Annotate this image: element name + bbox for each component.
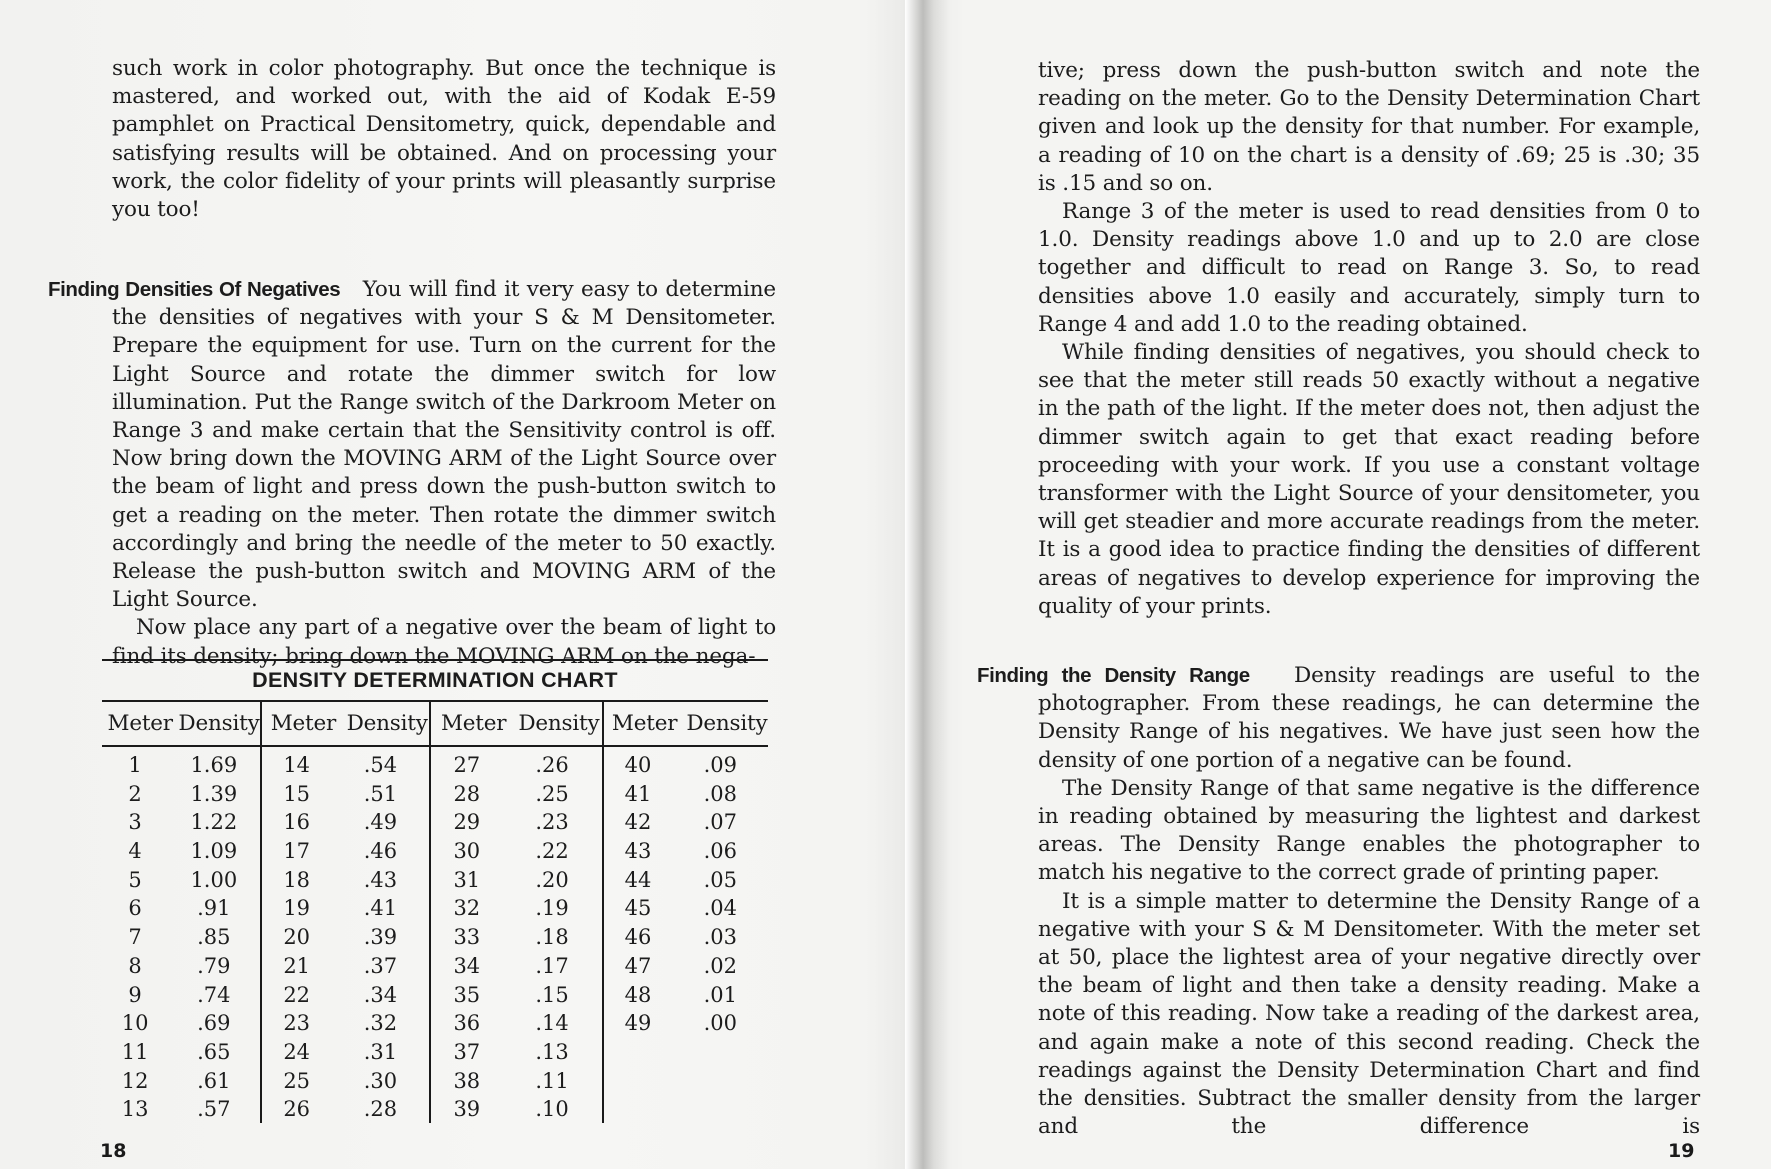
meter-value	[604, 1067, 673, 1096]
meter-value: 43	[624, 839, 652, 864]
table-row	[262, 981, 430, 1010]
density-value: .49	[363, 810, 398, 835]
meter-value: 37	[453, 1039, 481, 1064]
chart-column-header	[102, 702, 260, 745]
density-value: .31	[363, 1039, 398, 1064]
range-section-paragraph-3: It is a simple matter to determine the Density Range of a negative with your S & M Densitometer. With the meter set at 50, place the lightest area of your negative directly over the beam of light and then take a density reading. Make a note of this reading. Now take a reading of the darkest area, and again make a note of this second reading. Check the readings against the Density Determination Chart and find the densities. Subtract the smaller density from the larger and the difference is	[1038, 888, 1700, 1140]
meter-value: 16	[283, 810, 311, 835]
table-row	[262, 837, 430, 866]
density-value: .07	[703, 810, 737, 835]
density-value: .00	[703, 1011, 737, 1036]
header-density: Density	[518, 711, 600, 736]
table-row	[604, 751, 769, 780]
meter-value: 21	[283, 953, 311, 978]
table-row	[102, 1009, 260, 1038]
table-row	[431, 923, 601, 952]
table-row	[604, 981, 769, 1010]
density-value: .25	[535, 781, 569, 806]
density-value: .10	[535, 1097, 569, 1122]
meter-value: 4	[128, 839, 142, 864]
table-row	[102, 1095, 260, 1124]
meter-value: 25	[283, 1068, 311, 1093]
meter-value: 5	[128, 867, 142, 892]
table-row	[431, 952, 601, 981]
density-value: .51	[363, 781, 398, 806]
density-value: .09	[703, 753, 737, 777]
density-value: .79	[197, 953, 231, 978]
table-row	[431, 981, 601, 1010]
density-value: .69	[197, 1011, 231, 1036]
density-value: 1.69	[190, 753, 238, 777]
density-value: .22	[535, 839, 569, 864]
table-row	[431, 866, 601, 895]
table-row	[262, 1009, 430, 1038]
meter-value: 9	[128, 982, 142, 1007]
table-row	[102, 1067, 260, 1096]
density-value: .61	[197, 1068, 231, 1093]
table-row	[604, 1009, 769, 1038]
table-row	[262, 1038, 430, 1067]
density-value: .41	[363, 896, 398, 921]
meter-value	[604, 1095, 673, 1124]
density-value	[673, 1095, 768, 1124]
meter-value: 24	[283, 1039, 311, 1064]
table-row	[431, 780, 601, 809]
density-value: .30	[363, 1068, 398, 1093]
table-row	[102, 780, 260, 809]
table-row	[262, 808, 430, 837]
density-value: .91	[197, 896, 231, 921]
density-value: .28	[363, 1097, 398, 1122]
header-meter: Meter	[107, 711, 173, 736]
density-value: 1.09	[190, 839, 238, 864]
table-row	[102, 1038, 260, 1067]
meter-value: 40	[624, 753, 652, 777]
meter-value: 46	[624, 925, 652, 950]
table-row	[262, 866, 430, 895]
chart-column-body	[431, 747, 601, 1123]
density-value: .37	[363, 953, 398, 978]
density-value: .06	[703, 839, 737, 864]
meter-value: 39	[453, 1097, 481, 1122]
table-row	[102, 808, 260, 837]
chart-column-header	[262, 702, 430, 745]
continuation-paragraph: tive; press down the push-button switch and note the reading on the meter. Go to the Density Determination Chart given and look up the density for that number. For example, a reading of 10 on the chart is a density of .69; 25 is .30; 35 is .15 and so on.	[1038, 58, 1700, 196]
meter-value: 32	[453, 896, 481, 921]
header-density: Density	[178, 711, 260, 736]
table-row	[431, 1009, 601, 1038]
meter-value: 29	[453, 810, 481, 835]
meter-value: 8	[128, 953, 142, 978]
density-value: .08	[703, 781, 737, 806]
table-row	[102, 952, 260, 981]
density-value: .03	[703, 925, 737, 950]
meter-value: 45	[624, 896, 652, 921]
meter-value: 6	[128, 896, 142, 921]
section-finding-densities	[48, 276, 776, 671]
density-value: .18	[535, 925, 569, 950]
meter-value: 35	[453, 982, 481, 1007]
density-value: .39	[363, 925, 398, 950]
meter-value: 12	[121, 1068, 149, 1093]
table-row	[431, 751, 601, 780]
table-row	[102, 837, 260, 866]
table-row	[604, 923, 769, 952]
density-value: .04	[703, 896, 737, 921]
meter-value: 7	[128, 925, 142, 950]
range-section-heading: Finding the Density Range	[977, 664, 1250, 687]
meter-value: 34	[453, 953, 481, 978]
table-row	[262, 751, 430, 780]
range-section-paragraph-2: The Density Range of that same negative is the difference in reading obtained by measuring the lightest and darkest areas. The Density Range enables the photographer to match his negative to the correct grade of printing paper.	[1038, 775, 1700, 886]
table-row	[604, 952, 769, 981]
density-value	[673, 1038, 768, 1067]
table-row	[102, 981, 260, 1010]
table-row	[262, 923, 430, 952]
density-value: .14	[535, 1011, 569, 1036]
meter-value: 18	[283, 867, 311, 892]
table-row	[431, 808, 601, 837]
density-value: .13	[535, 1039, 569, 1064]
density-value: .01	[703, 982, 737, 1007]
meter-value: 49	[624, 1011, 652, 1036]
section-text: You will find it very easy to determine the densities of negatives with your S & M Densitometer. Prepare the equipment for use. Turn on the current for the Light Source and rotate the dimmer switch for low illumination. Put the Range switch of the Darkroom Meter on Range 3 and make certain that the Sensitivity control is off. Now bring down the MOVING ARM of the Light Source over the beam of light and press down the push-button switch to get a reading on the meter. Then rotate the dimmer switch accordingly and bring the needle of the meter to 50 exactly. Release the push-button switch and MOVING ARM of the Light Source.	[112, 277, 776, 613]
meter-value: 28	[453, 781, 481, 806]
table-row	[102, 751, 260, 780]
table-row	[431, 1095, 601, 1124]
table-row	[102, 894, 260, 923]
intro-paragraph: such work in color photography. But once the technique is mastered, and worked out, with the aid of Kodak E-59 pamphlet on Practical Densitometry, quick, dependable and satisfying results will be obtained. And on processing your work, the color fidelity of your prints will pleasantly surprise you too!	[112, 56, 776, 223]
meter-value: 13	[121, 1097, 149, 1122]
table-row	[431, 894, 601, 923]
table-row	[262, 1067, 430, 1096]
meter-value: 2	[128, 781, 142, 806]
meter-value: 33	[453, 925, 481, 950]
meter-value: 14	[283, 753, 311, 777]
section-paragraph-2: Now place any part of a negative over the beam of light to find its density; bring down the MOVING ARM on the nega-	[112, 615, 776, 669]
density-value: .15	[535, 982, 569, 1007]
table-row	[604, 1067, 769, 1096]
meter-value: 42	[624, 810, 652, 835]
table-row	[604, 837, 769, 866]
meter-value	[604, 1038, 673, 1067]
meter-value: 48	[624, 982, 652, 1007]
meter-value: 36	[453, 1011, 481, 1036]
table-row	[604, 1095, 769, 1124]
meter-value: 3	[128, 810, 142, 835]
meter-value: 22	[283, 982, 311, 1007]
density-value: .17	[535, 953, 569, 978]
header-meter: Meter	[270, 711, 337, 736]
density-value: .19	[535, 896, 569, 921]
header-density: Density	[686, 711, 768, 736]
density-value: .43	[363, 867, 398, 892]
chart-grid	[102, 702, 768, 1123]
meter-value: 38	[453, 1068, 481, 1093]
meter-value: 19	[283, 896, 311, 921]
density-value: .02	[703, 953, 737, 978]
chart-column-1	[102, 702, 260, 1123]
check-paragraph: While finding densities of negatives, you should check to see that the meter still reads 50 exactly without a negative in the path of the light. If the meter does not, then adjust the dimmer switch again to get that exact reading before proceeding with your work. If you use a constant voltage transformer with the Light Source of your densitometer, you will get steadier and more accurate readings from the meter. It is a good idea to practice finding the densities of different areas of negatives to develop experience for improving the quality of your prints.	[1038, 340, 1700, 619]
chart-column-body	[262, 747, 430, 1123]
table-row	[431, 837, 601, 866]
right-top-block	[1038, 57, 1700, 621]
density-value: .74	[197, 982, 231, 1007]
meter-value: 1	[128, 753, 142, 777]
table-row	[431, 1038, 601, 1067]
density-value: .57	[197, 1097, 231, 1122]
book-gutter	[905, 0, 965, 1169]
chart-column-2	[260, 702, 430, 1123]
density-determination-chart	[102, 659, 768, 1123]
density-value: 1.22	[190, 810, 238, 835]
density-value: 1.00	[190, 867, 238, 892]
header-meter: Meter	[611, 711, 678, 736]
table-row	[431, 1067, 601, 1096]
meter-value: 41	[624, 781, 652, 806]
section-paragraph-1	[48, 276, 776, 614]
meter-value: 47	[624, 953, 652, 978]
section-density-range	[977, 662, 1700, 1141]
range-section-text: Density readings are useful to the photographer. From these readings, he can determine the Density Range of his negatives. We have just seen how the density of one portion of a negative can be found.	[1038, 663, 1700, 773]
density-value: 1.39	[190, 781, 238, 806]
range-paragraph: Range 3 of the meter is used to read densities from 0 to 1.0. Density readings above 1.0 and up to 2.0 are close together and difficult to read on Range 3. So, to read densities above 1.0 easily and accurately, simply turn to Range 4 and add 1.0 to the reading obtained.	[1038, 199, 1700, 337]
density-value: .11	[535, 1068, 569, 1093]
chart-column-header	[604, 702, 769, 745]
chart-title: DENSITY DETERMINATION CHART	[252, 668, 618, 692]
chart-column-body	[604, 747, 769, 1123]
chart-column-3	[429, 702, 601, 1123]
density-value: .20	[535, 867, 569, 892]
meter-value: 44	[624, 867, 652, 892]
table-row	[102, 923, 260, 952]
density-value: .54	[363, 753, 398, 777]
meter-value: 10	[121, 1011, 149, 1036]
meter-value: 23	[283, 1011, 311, 1036]
left-intro	[112, 55, 776, 224]
table-row	[604, 780, 769, 809]
range-section-paragraph-1	[977, 662, 1700, 775]
header-meter: Meter	[440, 711, 507, 736]
density-value: .65	[197, 1039, 231, 1064]
table-row	[262, 952, 430, 981]
density-value: .85	[197, 925, 231, 950]
chart-column-body	[102, 747, 260, 1123]
meter-value: 27	[453, 753, 481, 777]
meter-value: 11	[121, 1039, 149, 1064]
page-number-right: 19	[1668, 1140, 1695, 1162]
table-row	[102, 866, 260, 895]
density-value: .26	[535, 753, 569, 777]
chart-column-4	[602, 702, 769, 1123]
table-row	[604, 1038, 769, 1067]
meter-value: 31	[453, 867, 481, 892]
section-heading: Finding Densities Of Negatives	[48, 278, 341, 301]
table-row	[604, 808, 769, 837]
meter-value: 20	[283, 925, 311, 950]
meter-value: 15	[283, 781, 311, 806]
meter-value: 26	[283, 1097, 311, 1122]
density-value: .23	[535, 810, 569, 835]
table-row	[604, 866, 769, 895]
meter-value: 17	[283, 839, 311, 864]
density-value: .05	[703, 867, 737, 892]
density-value: .46	[363, 839, 398, 864]
header-density: Density	[346, 711, 428, 736]
meter-value: 30	[453, 839, 481, 864]
density-value: .34	[363, 982, 398, 1007]
table-row	[262, 894, 430, 923]
table-row	[604, 894, 769, 923]
chart-column-header	[431, 702, 601, 745]
table-row	[262, 1095, 430, 1124]
density-value	[673, 1067, 768, 1096]
table-row	[262, 780, 430, 809]
density-value: .32	[363, 1011, 398, 1036]
page-number-left: 18	[100, 1140, 127, 1162]
